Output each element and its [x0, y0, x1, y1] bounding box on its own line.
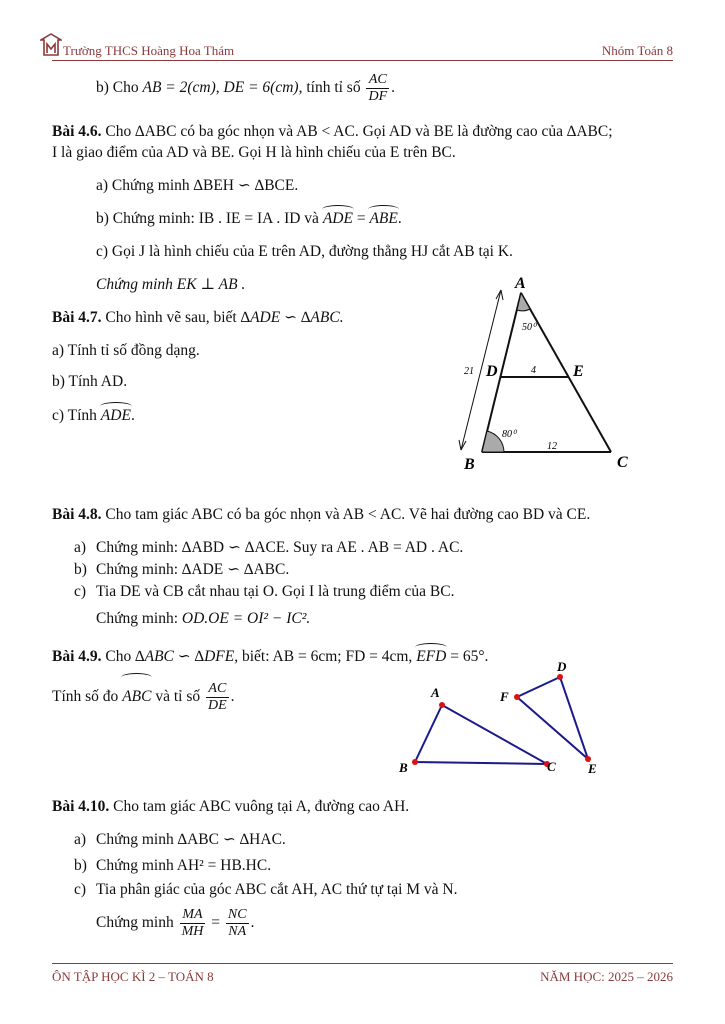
bai48-a: Chứng minh: ∆ABD ∽ ∆ACE. Suy ra AE . AB = AD . AC. — [96, 539, 464, 556]
bai410-a-marker: a) — [74, 831, 87, 848]
bai46-b: b) Chứng minh: IB . IE = IA . ID và ADE = ABE. — [96, 210, 402, 227]
bai410-b-marker: b) — [74, 857, 87, 874]
fig2-label-e: E — [588, 761, 597, 776]
fraction-ma-mh: $\frac{MA}{MH}$ — [181, 906, 204, 939]
figure-triangles-abc-dfe — [390, 655, 620, 780]
bai47-c: c) Tính ADE. — [52, 407, 135, 424]
bai410-line: Bài 4.10. Cho tam giác ABC vuông tại A, đường cao AH. — [52, 798, 410, 815]
fig1-angle-b-mark — [482, 431, 504, 452]
bai46-a: a) Chứng minh ∆BEH ∽ ∆BCE. — [96, 177, 299, 194]
bai48-c2: Chứng minh: OD.OE = OI² − IC². — [96, 610, 311, 627]
header-rule — [52, 60, 673, 61]
fig2-label-d: D — [557, 659, 567, 674]
fig1-label-b: B — [464, 456, 475, 473]
top-item: b) Cho AB = 2(cm), DE = 6(cm), tính tỉ số $\frac{AC}{DF}$ . — [96, 72, 396, 104]
bai410-c: Tia phân giác của góc ABC cắt AH, AC thứ tự tại M và N. — [96, 881, 458, 898]
bai410-c2: Chứng minh $\frac{MA}{MH}$ = $\frac{NC}{NA}$ . — [96, 906, 255, 939]
fig2-label-b: B — [399, 760, 408, 775]
fig2-point-f — [514, 694, 520, 700]
fig1-label-c: C — [617, 454, 628, 471]
footer-rule — [52, 963, 673, 964]
fig2-point-d — [557, 674, 563, 680]
bai48-b: Chứng minh: ∆ADE ∽ ∆ABC. — [96, 561, 290, 578]
fig1-label-d: D — [486, 363, 498, 380]
fig1-label-a: A — [515, 275, 526, 292]
bai410-b: Chứng minh AH² = HB.HC. — [96, 857, 272, 874]
bai48-b-marker: b) — [74, 561, 87, 578]
bai47-line: Bài 4.7. Cho hình vẽ sau, biết ∆ADE ∽ ∆ABC. — [52, 309, 344, 326]
header-school: Trường THCS Hoàng Hoa Thám — [63, 43, 235, 58]
bai49-line: Bài 4.9. Cho ∆ABC ∽ ∆DFE, biết: AB = 6cm; FD = 4cm, EFD = 65°. — [52, 648, 489, 665]
bai46-c: c) Gọi J là hình chiếu của E trên AD, đường thẳng HJ cắt AB tại K. — [96, 243, 513, 260]
bai49-question: Tính số đo ABC và tỉ số $\frac{AC}{DE}$ . — [52, 677, 235, 717]
bai410-c-marker: c) — [74, 881, 87, 898]
bai48-a-marker: a) — [74, 539, 87, 556]
fig2-point-a — [439, 702, 445, 708]
fraction-ac-de: $\frac{AC}{DE}$ — [208, 680, 227, 713]
fraction-nc-na: $\frac{NC}{NA}$ — [227, 906, 247, 939]
footer-right: NĂM HỌC: 2025 – 2026 — [540, 969, 673, 984]
footer-left: ÔN TẬP HỌC KÌ 2 – TOÁN 8 — [52, 969, 214, 984]
figure-triangle-abc-1 — [450, 270, 650, 475]
bai48-c-marker: c) — [74, 583, 87, 600]
bai46-line2: I là giao điểm của AD và BE. Gọi H là hình chiếu của E trên BC. — [52, 144, 456, 161]
fig2-label-c: C — [547, 759, 556, 774]
bai48-c: Tia DE và CB cắt nhau tại O. Gọi I là trung điểm của BC. — [96, 583, 455, 600]
fig2-label-a: A — [431, 685, 440, 700]
fig2-label-f: F — [500, 689, 509, 704]
fig1-len-de: 4 — [531, 365, 536, 376]
fig2-point-b — [412, 759, 418, 765]
fig1-angle-a: 50⁰ — [522, 322, 537, 333]
fig1-angle-b: 80⁰ — [502, 429, 517, 440]
bai47-a: a) Tính tỉ số đồng dạng. — [52, 342, 200, 359]
bai47-b: b) Tính AD. — [52, 373, 128, 390]
fig2-triangle-abc — [415, 705, 547, 764]
fig1-len-bc: 12 — [547, 441, 557, 452]
school-logo — [40, 33, 62, 57]
bai46-line1: Bài 4.6. Cho ∆ABC có ba góc nhọn và AB < AC. Gọi AD và BE là đường cao của ∆ABC; — [52, 123, 613, 140]
fraction-ac-df: $\frac{AC}{DF}$ — [368, 72, 388, 104]
bai48-line: Bài 4.8. Cho tam giác ABC có ba góc nhọn và AB < AC. Vẽ hai đường cao BD và CE. — [52, 506, 591, 523]
fig1-label-e: E — [573, 363, 584, 380]
fig1-len-ab: 21 — [464, 366, 474, 377]
bai46-c2: Chứng minh EK ⊥ AB . — [96, 276, 246, 293]
bai410-a: Chứng minh ∆ABC ∽ ∆HAC. — [96, 831, 286, 848]
fig2-triangle-dfe — [517, 677, 588, 759]
header-group: Nhóm Toán 8 — [601, 43, 673, 58]
